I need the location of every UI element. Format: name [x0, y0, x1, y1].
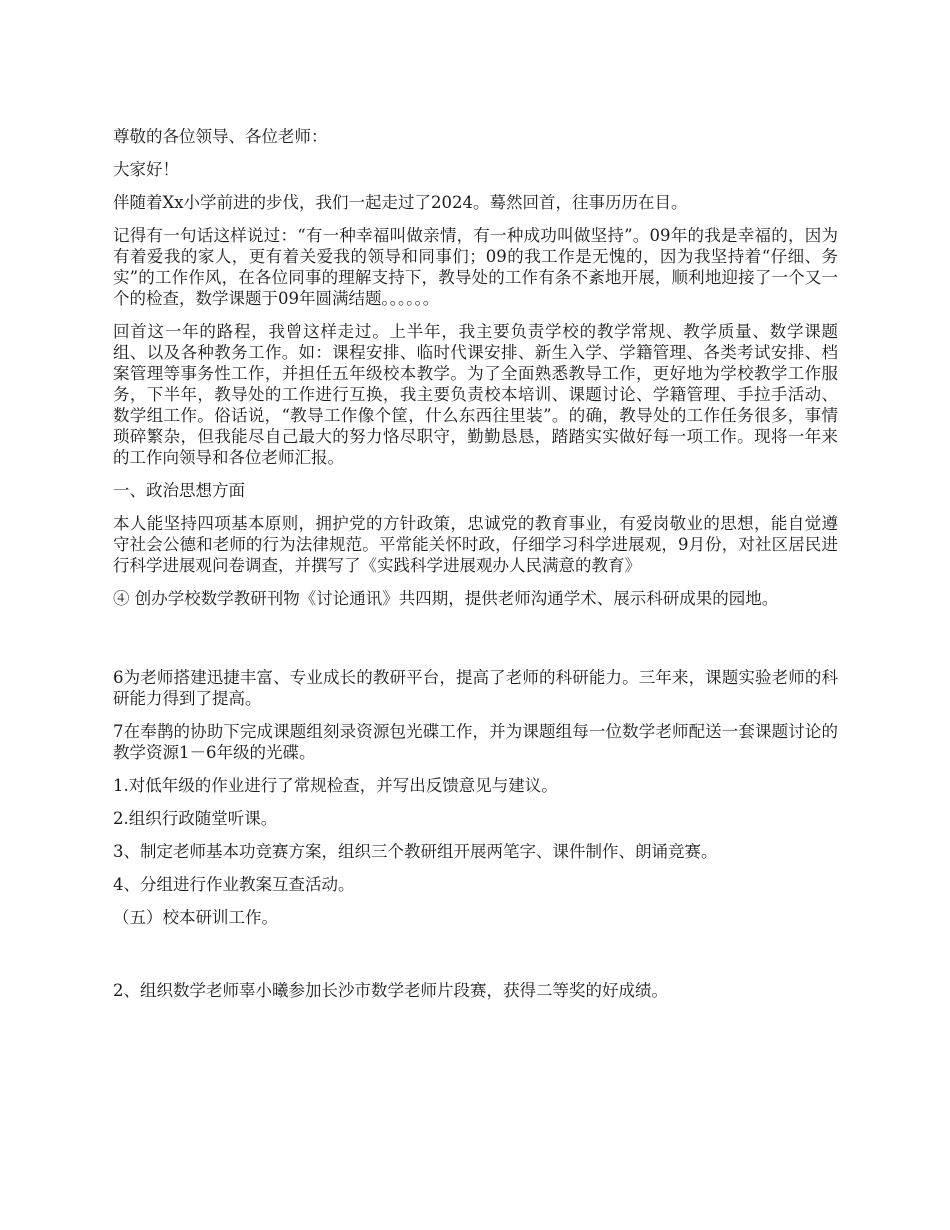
list-item-3: 3、制定老师基本功竞赛方案，组织三个教研组开展两笔字、课件制作、朗诵竞赛。 [113, 842, 718, 861]
recall-paragraph: 记得有一句话这样说过：“有一种幸福叫做亲情，有一种成功叫做坚持”。09年的我是幸福的，因为有着爱我的家人，更有着关爱我的领导和同事们；09的我工作是无愧的，因为我坚持着“仔细、务实”的工作作风，在各位同事的理解支持下，教导处的工作有条不紊地开展，顺利地迎接了一个又一个的检查，数学课题于09年圆满结题。。。。。。 [113, 226, 838, 308]
section-heading-politics: 一、政治思想方面 [113, 481, 245, 500]
item-7: 7在奉鹊的协助下完成课题组刻录资源包光碟工作，并为课题组每一位数学老师配送一套课题讨论的教学资源1－6年级的光碟。 [113, 722, 838, 762]
section-heading-training: （五）校本研训工作。 [113, 908, 278, 927]
item-6: 6为老师搭建迅捷丰富、专业成长的教研平台，提高了老师的科研能力。三年来，课题实验老师的科研能力得到了提高。 [113, 668, 838, 708]
list-item-2: 2.组织行政随堂听课。 [113, 809, 278, 828]
list-item-4: 4、分组进行作业教案互查活动。 [113, 875, 355, 894]
blank-gap [113, 621, 838, 667]
journal-item: ④ 创办学校数学教研刊物《讨论通讯》共四期，提供老师沟通学术、展示科研成果的园地。 [113, 589, 779, 608]
blank-gap [113, 940, 838, 980]
politics-paragraph: 本人能坚持四项基本原则，拥护党的方针政策，忠诚党的教育事业，有爱岗敬业的思想，能自觉遵守社会公德和老师的行为法律规范。平常能关怀时政，仔细学习科学进展观，9月份，对社区居民进行科学进展观问卷调查，并撰写了《实践科学进展观办人民满意的教育》 [113, 514, 838, 575]
salutation: 尊敬的各位领导、各位老师： [113, 127, 328, 146]
greeting: 大家好！ [113, 160, 179, 179]
list-item-1: 1.对低年级的作业进行了常规检查，并写出反馈意见与建议。 [113, 776, 558, 795]
document-page [113, 126, 838, 1013]
review-paragraph: 回首这一年的路程，我曾这样走过。上半年，我主要负责学校的教学常规、教学质量、数学课题组、以及各种教务工作。如：课程安排、临时代课安排、新生入学、学籍管理、各类考试安排、档案管理等事务性工作，并担任五年级校本教学。为了全面熟悉教导工作，更好地为学校教学工作服务，下半年，教导处的工作进行互换，我主要负责校本培训、课题讨论、学籍管理、手拉手活动、数学组工作。俗话说，“教导工作像个筐，什么东西往里装”。的确，教导处的工作任务很多，事情琐碎繁杂，但我能尽自己最大的努力恪尽职守，勤勤恳恳，踏踏实实做好每一项工作。现将一年来的工作向领导和各位老师汇报。 [113, 322, 838, 467]
competition-item: 2、组织数学老师辜小曦参加长沙市数学老师片段赛，获得二等奖的好成绩。 [113, 981, 668, 1000]
intro-paragraph: 伴随着Xx小学前进的步伐，我们一起走过了2024。蓦然回首，往事历历在目。 [113, 193, 688, 212]
